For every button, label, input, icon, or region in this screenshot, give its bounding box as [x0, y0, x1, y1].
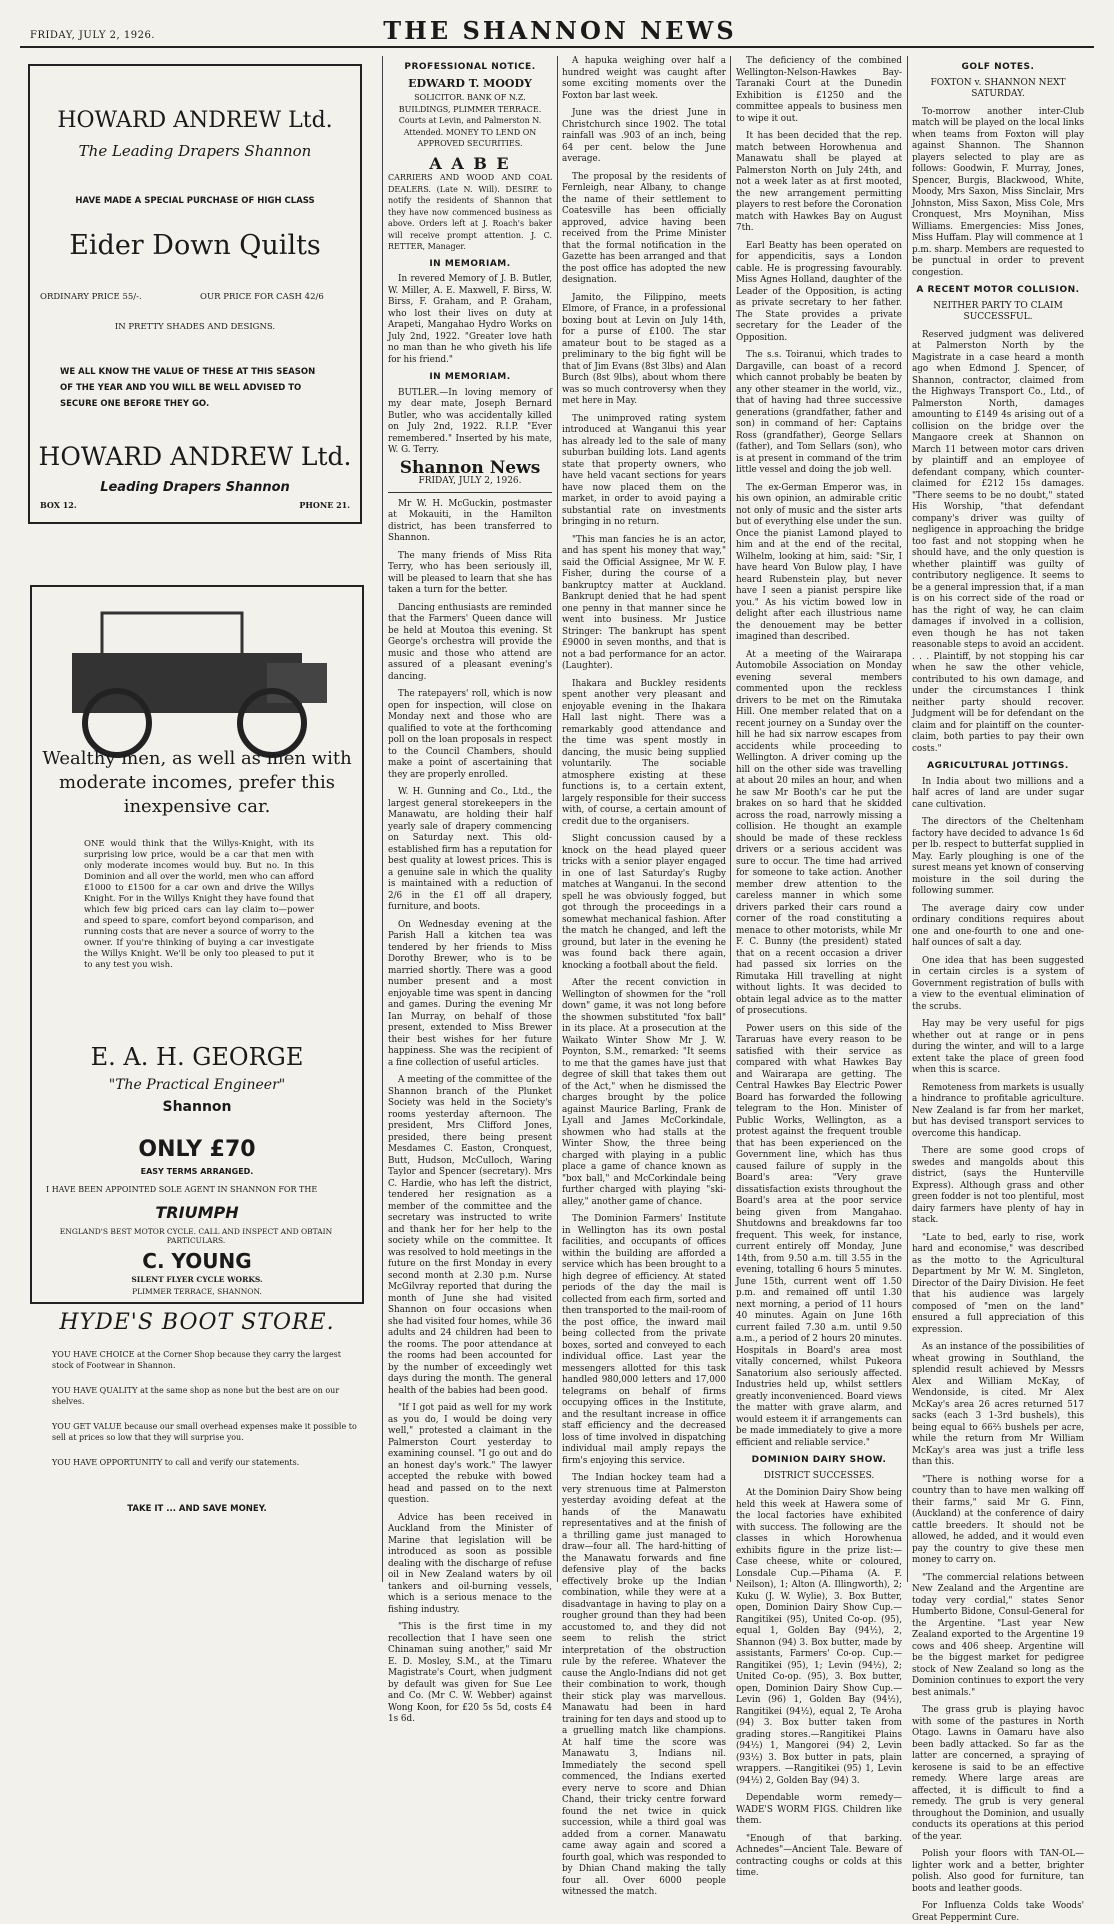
section-header: IN MEMORIAM. [429, 258, 511, 269]
advertiser-tagline-footer: Leading Drapers Shannon [100, 480, 290, 495]
news-item: June was the driest June in Christchurch since 1902. The total rainfall was .903 of an inch, being 64 per cent. below the June average. [562, 108, 726, 164]
store-footer: TAKE IT ... AND SAVE MONEY. [127, 1504, 267, 1514]
easy-terms: EASY TERMS ARRANGED. [140, 1167, 254, 1176]
column-rule [730, 56, 731, 1582]
paper-date: FRIDAY, JULY 2, 1926. [388, 476, 552, 493]
store-line: YOU GET VALUE because our small overhead expenses make it possible to sell at prices so low that they will surprise you. [52, 1422, 357, 1442]
shades-note: IN PRETTY SHADES AND DESIGNS. [114, 322, 276, 332]
value-notice: WE ALL KNOW THE VALUE OF THESE AT THIS SEASON OF THE YEAR AND YOU WILL BE WELL ADVISED TO SECURE ONE BEFORE THEY GO. [60, 367, 316, 409]
section-header: A RECENT MOTOR COLLISION. [916, 285, 1080, 295]
news-item: Jamito, the Filippino, meets Elmore, of France, in a professional boxing bout at Levin on July 14th, for a purse of £100. The star amateur bout to be staged as a preliminary to the big fight will be that of Jim Evans (8st 3lbs) and Alan Burch (8st 9lbs), about whom there was so much controversy when they met here in May. [562, 292, 726, 406]
news-item: Earl Beatty has been operated on for appendicitis, says a London cable. He is progressing favourably. Miss Agnes Holland, daughter of the Leader of the Opposition, is acting as private secretary to her father. The State provides a private secretary for the Leader of the Opposition. [736, 240, 902, 343]
news-item: The ex-German Emperor was, in his own opinion, an admirable critic not only of music and the sister arts but of everything else under the sun. Once the pianist Lamond played to him and at the end of the recital, Wilhelm, looking at him, said: "Sir, I have heard Von Bulow play, I have heard Rubenstein play, but never have I seen a pianist perspire like you." As his victim bowed low in delight after each illustrious name the denouement may be better imagined than described. [736, 482, 902, 642]
section-header: GOLF NOTES. [961, 62, 1035, 72]
news-item: The Indian hockey team had a very strenuous time at Palmerston yesterday avoiding defeat at the hands of the Manawatu representatives and at the finish of a thrilling game just managed to draw—four all. The hard-hitting of the Manawatu forwards and fine defensive play of the backs effectively broke up the Indian combination, while they were at a disadvantage in having to play on a rougher ground than they had been accustomed to, and they did not seem to relish the strict interpretation of the obstruction rule by the referee. Whatever the cause the Anglo-Indians did not get their combination to work, though their stick play was marvellous. Manawatu had been in hard training for ten days and stood up to a gruelling match like champions. At half time the score was Manawatu 3, Indians nil. Immediately the second spell commenced, the Indians exerted every nerve to score and Dhian Chand, their tricky centre forward found the net twice in quick succession, while a third goal was added from a corner. Manawatu came away again and scored a fourth goal, which was responded to by Dhian Chand making the tally four all. Over 6000 people witnessed the match. [562, 1473, 726, 1897]
small-ad: Polish your floors with TAN-OL—lighter work and a better, brighter polish. Also good for furniture, tan boots and leather goods. [912, 1849, 1084, 1894]
howard-andrew-ad [28, 64, 362, 524]
news-item: The many friends of Miss Rita Terry, who has been seriously ill, will be pleased to learn that she has taken a turn for the better. [388, 550, 552, 595]
willys-knight-ad [30, 585, 364, 1304]
news-item: As an instance of the possibilities of wheat growing in Southland, the splendid result achieved by Messrs Alex and William McKay, of Wendonside, is cited. Mr Alex McKay's area 26 acres returned 517 sacks (each 3 1-3rd bushels), this being equal to 66⅔ bushels per acre, while the return from Mr William McKay's area was just a trifle less than this. [912, 1342, 1084, 1467]
news-item: "If I got paid as well for my work as you do, I would be doing very well," protested a claimant in the Palmerston Court yesterday to examining counsel. "I go out and do an honest day's work." The lawyer accepted the rebuke with bowed head and passed on to the next question. [388, 1403, 552, 1505]
memoriam-notice: In revered Memory of J. B. Butler, W. Miller, A. E. Maxwell, F. Birss, W. Birss, F. Graham, and P. Graham, who lost their lives on duty at Arapeti, Mangahao Hydro Works on July 2nd, 1922. "Greater love hath no man than he who giveth his life for his friend." [388, 274, 552, 365]
solicitor-name: EDWARD T. MOODY [408, 76, 532, 90]
news-item: Remoteness from markets is usually a hindrance to profitable agriculture. New Zealand is far from her market, but has devised transport services to overcome this handicap. [912, 1082, 1084, 1139]
news-item: The deficiency of the combined Wellington-Nelson-Hawkes Bay-Taranaki Court at the Dunedin Exhibition is £1250 and the committee appeals to business men to wipe it out. [736, 56, 902, 124]
news-item: The ratepayers' roll, which is now open for inspection, will close on Monday next and those who are qualified to vote at the forthcoming poll on the loan proposals in respect to the Council Chambers, should make a point of ascertaining that they are properly enrolled. [388, 689, 552, 780]
section-subheader: DISTRICT SUCCESSES. [763, 1470, 875, 1481]
news-item: Ihakara and Buckley residents spent another very pleasant and enjoyable evening in the Ihakara Hall last night. There was a remarkably good attendance and the time was spent mostly in dancing, the music being supplied voluntarily. The sociable atmosphere existing at these functions is, to a certain extent, largely responsible for their success with, of course, a certain amount of credit due to the organisers. [562, 678, 726, 827]
news-item: Dancing enthusiasts are reminded that the Farmers' Queen dance will be held at Moutoa this evening. St George's orchestra will provide the music and those who attend are assured of a pleasant evening's dancing. [388, 602, 552, 682]
carrier-details: CARRIERS AND WOOD AND COAL DEALERS. (Late N. Will). DESIRE to notify the residents of Shannon that they have now commenced business as above. Orders left at J. Roach's baker will receive prompt attention. J. C. RETTER, Manager. [388, 173, 552, 251]
advertiser-name-footer: HOWARD ANDREW Ltd. [38, 442, 352, 471]
news-item: It has been decided that the rep. match between Horowhenua and Manawatu shall be played at Palmerston North on July 24th, and not a week later as at first mooted, the new arrangement permitting players to rest before the Coronation match with Hawkes Bay on August 7th. [736, 131, 902, 233]
column-4 [736, 56, 902, 1878]
news-item: At the Dominion Dairy Show being held this week at Hawera some of the local factories have exhibited with success. The following are the classes in which Horowhenua exhibits figure in the prize list:— Case cheese, white or coloured, Lonsdale Cup.—Pihama (A. F. Neilson), 1; Alton (A. Illingworth), 2; Kuku (J. W. Wylie), 3. Box Butter, open, Dominion Dairy Show Cup.—Rangitikei (95), United Co-op. (95), equal 1, Golden Bay (94½), 2, Shannon (94) 3. Box butter, made by assistants, Farmers' Co-op. Cup.—Rangitikei (95), 1; Levin (94½), 2; United Co-op. (95), 3. Box butter, open, Dominion Dairy Show Cup.—Levin (96) 1, Golden Bay (94½), Rangitikei (94½), equal 2, Te Aroha (94) 3. Box butter taken from grading stores.—Rangitikei Plains (94½) 1, Mangorei (94) 2, Levin (93½) 3. Box butter in pats, plain wrappers. —Rangitikei (95) 1, Levin (94½) 2, Golden Bay (94) 3. [736, 1488, 902, 1786]
box-number: BOX 12. [40, 500, 77, 510]
column-rule [557, 56, 558, 1582]
news-item: The s.s. Toiranui, which trades to Dargaville, can boast of a record which cannot probably be beaten by any other steamer in the world, viz., that of having had three successive generations (grandfather, father and son) in command of her: Captains Ross (grandfather), George Sellars (father), and Tom Sellars (son), who is at present in command of the trim little vessel and doing the job well. [736, 350, 902, 475]
seller-works: SILENT FLYER CYCLE WORKS. [131, 1275, 263, 1284]
news-item: At a meeting of the Wairarapa Automobile Association on Monday evening several members commented upon the reckless drivers to be met on the Rimutaka Hill. One member related that on a recent journey on a Sunday over the hill he had six narrow escapes from accidents while proceeding to Wellington. A driver coming up the hill on the other side was travelling at about 20 miles an hour, and when he saw Mr Booth's car he put the brakes on so hard that he skidded across the road, narrowly missing a collision. He thought an example should be made of these reckless drivers or a serious accident was sure to occur. The time had arrived for someone to take action. Another member drew attention to the careless manner in which some drivers parked their cars round a corner of the road constituting a menace to other motorists, while Mr F. C. Bunny (the president) stated that on a recent occasion a driver had passed six lorries on the Rimutaka Hill travelling at night without lights. It was decided to obtain legal advice as to the matter of prosecutions. [736, 649, 902, 1016]
dealer-name: E. A. H. GEORGE [90, 1043, 304, 1071]
news-item: Advice has been received in Auckland from the Minister of Marine that legislation will be introduced as soon as possible dealing with the discharge of refuse oil in New Zealand waters by oil tankers and oil-burning vessels, which is a serious menace to the fishing industry. [388, 1512, 552, 1615]
section-header: IN MEMORIAM. [429, 372, 511, 382]
news-item: Reserved judgment was delivered at Palmerston North by the Magistrate in a case heard a month ago when Edmond J. Spencer, of Shannon, contractor, claimed from the Highways Transport Co., Ltd., of Palmerston North, damages amounting to £149 4s arising out of a collision on the bridge over the Mangaore creek at Shannon on March 11 between motor cars driven by plaintiff and an employee of defendant company, which counter-claimed for £212 15s damages. "There seems to be no doubt," stated His Worship, "that defendant company's driver was guilty of negligence in approaching the bridge too fast and not stopping when he should have, and the only question is whether plaintiff was guilty of contributory negligence. It seems to be a general impression that, if a man is on his correct side of the road or has the right of way, he can claim damages if involved in a collision, even though he has not taken reasonable steps to avoid an accident. . . . Plaintiff, by not stopping his car when he saw the other vehicle, contributed to his own damage, and under the circumstances I think neither party should recover. Judgment will be for defendant on the claim and for plaintiff on the counter-claim, both parties to pay their own costs." [912, 329, 1084, 754]
news-item: The Dominion Farmers' Institute in Wellington has its own postal facilities, and occupants of offices within the building are afforded a service which has been brought to a high degree of efficiency. At stated periods of the day the mail is collected from each firm, sorted and then transported to the mail-room of the post office, the inward mail being collected from the private boxes, sorted and conveyed to each individual office. Last year the messengers allotted for this task handled 980,000 letters and 17,000 telegrams on behalf of firms occupying offices in the Institute, and the resultant increase in office staff efficiency and the decreased loss of time involved in dispatching individual mail amply repays the firm's enjoying this service. [562, 1214, 726, 1466]
ad-body: ONE would think that the Willys-Knight, with its surprising low price, would be a car that men with only moderate incomes would buy. But no. In this Dominion and all over the world, men who can afford £1000 to £1500 for a car own and drive the Willys Knight. For in the Willys Knight they have found that which few big priced cars can lay claim to—power and speed to spare, comfort beyond comparison, and running costs that are never a source of worry to the owner. If you're thinking of buying a car investigate the Willys Knight. We'll be only too pleased to put it to any test you wish. [84, 839, 315, 970]
news-item: "There is nothing worse for a country than to have men walking off their farms," said Mr G. Finn, (Auckland) at the conference of dairy cattle breeders. It should not be allowed, he added, and it would even pay the country to give these men money to carry on. [912, 1474, 1084, 1565]
news-item: In India about two millions and a half acres of land are under sugar cane cultivation. [912, 776, 1084, 810]
touring-car-illustration [42, 593, 352, 763]
news-item: A hapuka weighing over half a hundred weight was caught after some exciting moments over the Foxton bar last week. [562, 56, 726, 101]
news-item: Slight concussion caused by a knock on the head played queer tricks with a senior player engaged in one of last Saturday's Rugby matches at Wanganui. In the second spell he was obviously fogged, but got through the proceedings in a somewhat mechanical fashion. After the match he changed, and left the ground, but later in the evening he was found back there again, knocking a football about the field. [562, 834, 726, 971]
store-title: HYDE'S BOOT STORE. [59, 1310, 335, 1335]
news-item: Mr W. H. McGuckin, postmaster at Mokauiti, in the Hamilton district, has been transferred to Shannon. [388, 498, 552, 543]
dealer-town: Shannon [162, 1099, 232, 1115]
small-ad: Dependable worm remedy—WADE'S WORM FIGS. Children like them. [736, 1793, 902, 1826]
news-item: "Late to bed, early to rise, work hard and economise," was described as the motto to the Agricultural Department by Mr W. M. Singleton, Director of the Dairy Division. He feet that his audience was largely composed of "men on the land" ensured a full appreciation of this expression. [912, 1232, 1084, 1335]
news-item: There are some good crops of swedes and mangolds about this district, (says the Hunterville Express). Although grass and other green fodder is not too plentiful, most dairy farmers have plenty of hay in stack. [912, 1146, 1084, 1225]
news-item: "The commercial relations between New Zealand and the Argentine are today very cordial," states Senor Humberto Bidone, Consul-General for the Argentine. "Last year New Zealand exported to the Argentine 19 cows and 406 sheep. Argentine will be the biggest market for pedigree stock of New Zealand so long as the Dominion continues to export the very best animals." [912, 1572, 1084, 1698]
column-3 [562, 56, 726, 1897]
news-item: The unimproved rating system introduced at Wanganui this year has already led to the sale of many suburban building lots. Land agents state that property owners, who have held vacant sections for years have now placed them on the market, in order to avoid paying a substantial rate on investments bringing in no return. [562, 413, 726, 527]
motorcycle-price: ONLY £70 [138, 1137, 256, 1162]
column-rule [382, 56, 383, 1582]
store-line: YOU HAVE OPPORTUNITY to call and verify our statements. [52, 1458, 300, 1467]
seller-address: PLIMMER TERRACE, SHANNON. [132, 1287, 262, 1296]
news-item: The proposal by the residents of Fernleigh, near Albany, to change the name of their settlement to Coatesville has been officially approved, advice having been received from the Prime Minister that the formal notification in the Gazette has been arranged and that the post office has adopted the new designation. [562, 171, 726, 285]
motorcycle-brand: TRIUMPH [155, 1203, 239, 1222]
ordinary-price: ORDINARY PRICE 55/-. [40, 292, 142, 302]
section-subheader: NEITHER PARTY TO CLAIM SUCCESSFUL. [933, 300, 1063, 322]
purchase-notice: HAVE MADE A SPECIAL PURCHASE OF HIGH CLASS [75, 196, 315, 206]
news-item: One idea that has been suggested in certain circles is a system of Government registration of bulls with a view to the eventual elimination of the scrubs. [912, 955, 1084, 1012]
newspaper-title: THE SHANNON NEWS [383, 16, 737, 45]
dealer-tagline: "The Practical Engineer" [108, 1077, 286, 1093]
news-item: The directors of the Cheltenham factory have decided to advance 1s 6d per lb. respect to butterfat supplied in May. Early ploughing is one of the surest means yet known of conserving moisture in the soil during the following summer. [912, 817, 1084, 896]
advertiser-name: HOWARD ANDREW Ltd. [57, 108, 333, 133]
solicitor-details: SOLICITOR. BANK OF N.Z. BUILDINGS, PLIMMER TERRACE. Courts at Levin, and Palmerston N. Attended. MONEY TO LEND ON APPROVED SECURITIES. [398, 93, 542, 148]
news-item: Hay may be very useful for pigs whether out at range or in pens during the winter, and will to a large extent take the place of green food when this is scarce. [912, 1019, 1084, 1075]
advertiser-tagline: The Leading Drapers Shannon [78, 142, 312, 160]
news-item: To-morrow another inter-Club match will be played on the local links when teams from Foxton will play against Shannon. The Shannon players selected to play are as follows: Goodwin, F. Murray, Jones, Spencer, Burgis, Blackwood, White, Moody, Mrs Saxon, Miss Sinclair, Mrs Johnston, Miss Saxon, Miss Cole, Mrs Cronquest, Mrs Moynihan, Miss Williams. Emergencies: Miss Jones, Miss Huffam. Play will commence at 1 p.m. sharp. Members are requested to be punctual in order to prevent congestion. [912, 106, 1085, 278]
product-name: Eider Down Quilts [69, 230, 321, 261]
motorcycle-description: ENGLAND'S BEST MOTOR CYCLE. CALL AND INSPECT AND OBTAIN PARTICULARS. [59, 1227, 333, 1245]
masthead [20, 10, 1094, 48]
paper-nameplate: Shannon News [399, 457, 541, 478]
news-item: On Wednesday evening at the Parish Hall a kitchen tea was tendered by her friends to Miss Dorothy Brewer, who is to be married shortly. There was a good number present and a most enjoyable time was spent in dancing and games. During the evening Mr Ian Murray, on behalf of those present, extended to Miss Brewer their best wishes for her future happiness. She was the recipient of a fine collection of useful articles. [388, 919, 552, 1068]
cash-price: OUR PRICE FOR CASH 42/6 [200, 292, 324, 302]
column-rule [907, 56, 908, 1582]
news-item: W. H. Gunning and Co., Ltd., the largest general storekeepers in the Manawatu, are holding their half yearly sale of drapery commencing on Saturday next. This old-established firm has a reputation for best quality at lowest prices. This is a genuine sale in which the quality is maintained with a reduction of 2/6 in the £1 off all drapery, furniture, and boots. [388, 787, 552, 912]
phone-number: PHONE 21. [299, 500, 350, 510]
column-2 [388, 56, 552, 1724]
news-item: The grass grub is playing havoc with some of the pastures in North Otago. Lawns in Oamaru have also been badly attacked. So far as the latter are concerned, a spraying of kerosene is said to be an effective remedy. Where large areas are affected, it is difficult to find a remedy. The grub is very general throughout the Dominion, and usually conducts its operations at this period of the year. [912, 1705, 1084, 1842]
carrier-name: A A B E [429, 153, 511, 173]
issue-date: FRIDAY, JULY 2, 1926. [30, 30, 155, 41]
section-header: PROFESSIONAL NOTICE. [404, 62, 536, 72]
news-item: After the recent conviction in Wellington of showmen for the "roll down" game, it was not long before the showmen substituted "fox ball" in its place. At a prosecution at the Waikato Winter Show Mr J. W. Poynton, S.M., remarked: "It seems to me that the games have just that degree of skill that takes them out of the Act," when he dismissed the charges brought by the police against Maurice Barling, Frank de Lyall and James McCorkindale, showmen who had stalls at the Winter Show, the three being charged with playing in a public place a game of chance known as "box ball," and McCorkindale being further charged with playing "ski-alley," another game of chance. [562, 978, 726, 1207]
section-header: DOMINION DAIRY SHOW. [751, 1455, 887, 1465]
small-ad: "Enough of that barking. Achnedes"—Ancient Tale. Beware of contracting coughs or colds at this time. [736, 1833, 902, 1878]
section-header: AGRICULTURAL JOTTINGS. [927, 761, 1069, 771]
memoriam-notice: BUTLER.—In loving memory of my dear mate, Joseph Bernard Butler, who was accidentally killed on July 2nd, 1922. R.I.P. "Ever remembered." Inserted by his mate, W. G. Terry. [388, 387, 552, 455]
sole-agent-notice: I HAVE BEEN APPOINTED SOLE AGENT IN SHANNON FOR THE [46, 1185, 318, 1194]
news-item: "This man fancies he is an actor, and has spent his money that way," said the Official Assignee, Mr W. F. Fisher, during the course of a bankruptcy matter at Auckland. Bankrupt denied that he had spent one penny in that manner since he went into business. Mr Justice Stringer: The bankrupt has spent £9000 in seven months, and that is not a bad performance for an actor. (Laughter). [562, 534, 726, 671]
news-item: "This is the first time in my recollection that I have seen one Chinaman suing another," said Mr E. D. Mosley, S.M., at the Timaru Magistrate's Court, when judgment by default was given for Sue Lee and Co. (Mr C. W. Webber) against Wong Koon, for £20 5s 5d, costs £4 1s 6d. [388, 1622, 552, 1724]
news-item: The average dairy cow under ordinary conditions requires about one and one-fourth to one and one-half ounces of salt a day. [912, 903, 1084, 948]
news-item: Power users on this side of the Tararuas have every reason to be satisfied with their service as compared with what Hawkes Bay and Wairarapa are getting. The Central Hawkes Bay Electric Power Board has forwarded the following telegram to the Hon. Minister of Public Works, Wellington, as a protest against the frequent trouble that has been experienced on the Government line, which has thus caused failure of supply in the Board's area: "Very grave dissatisfaction exists throughout the Board's area at the poor service being given from Mangahao. Shutdowns and breakdowns far too frequent. This week, for instance, current entirely off Monday, June 14th, from 9.50 a.m. till 3.55 in the evening, totalling 6 hours 5 minutes. June 15th, current went off 1.50 p.m. and remained off until 1.30 next morning, a period of 11 hours 40 minutes. Again on June 16th current failed 7.30 a.m. until 9.50 a.m., a period of 2 hours 20 minutes. Hospitals in Board's area most vitally concerned, whilst Pukeora Sanatorium also seriously affected. Industries held up, whilst settlers greatly inconvenienced. Board views the matter with grave alarm, and would esteem it if arrangements can be made immediately to give a more efficient and reliable service." [736, 1023, 902, 1448]
store-line: YOU HAVE QUALITY at the same shop as none but the best are on our shelves. [52, 1386, 340, 1406]
seller-name: C. YOUNG [142, 1249, 252, 1273]
store-line: YOU HAVE CHOICE at the Corner Shop because they carry the largest stock of Footwear in Shannon. [52, 1350, 341, 1370]
ad-headline: Wealthy men, as well as men with moderate incomes, prefer this inexpensive car. [42, 748, 352, 817]
hydes-boot-store-ad [32, 1310, 362, 1580]
column-5 [912, 56, 1085, 1923]
news-item: A meeting of the committee of the Shannon branch of the Plunket Society was held in the Society's rooms yesterday afternoon. The president, Mrs Clifford Jones, presided, there being present Mesdames C. Easton, Cronquest, Butt, Hudson, McCulloch, Waring Taylor and Spencer (secretary). Mrs C. Hardie, who has left the district, tendered her resignation as a member of the committee and the secretary was instructed to write and thank her for her help to the society while on the committee. It was resolved to hold meetings in the future on the first Monday in every second month at 2.30 p.m. Nurse McGilvray reported that during the month of June she had visited Shannon on four occasions when she had visited four homes, while 36 adults and 24 children had been to the rooms. The poor attendance at the rooms had been accounted for by the number of exceedingly wet days during the month. The general health of the babies had been good. [388, 1075, 552, 1396]
small-ad: For Influenza Colds take Woods' Great Peppermint Cure. [912, 1901, 1084, 1923]
section-subheader: FOXTON v. SHANNON NEXT SATURDAY. [930, 77, 1066, 99]
